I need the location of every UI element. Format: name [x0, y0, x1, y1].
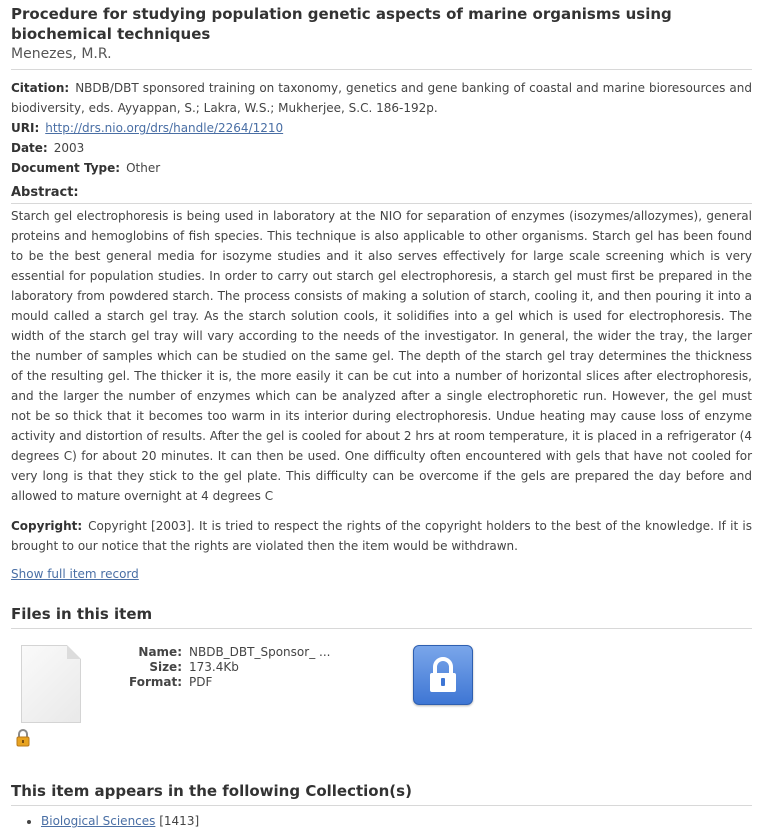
abstract-divider — [11, 203, 752, 204]
files-heading: Files in this item — [11, 605, 153, 623]
copyright-field — [11, 516, 752, 556]
file-metadata — [125, 645, 330, 690]
citation-value: NBDB/DBT sponsored training on taxonomy, genetics and gene banking of coastal and marine bioresources and biodiversity, eds. Ayyappan, S.; Lakra, W.S.; Mukherjee, S.C. 186-192p. — [11, 81, 752, 115]
collection-item — [41, 812, 752, 830]
copyright-label: Copyright: — [11, 519, 83, 533]
file-name-value: NBDB_DBT_Sponsor_ ... — [189, 645, 331, 659]
restricted-access-lock-icon[interactable] — [413, 645, 473, 705]
date-label: Date: — [11, 141, 48, 155]
file-size-label: Size: — [149, 660, 182, 674]
doctype-label: Document Type: — [11, 161, 121, 175]
show-full-record — [11, 564, 752, 584]
collections-list — [11, 812, 752, 830]
citation-field — [11, 78, 752, 118]
collections-divider — [11, 805, 752, 806]
uri-label: URI: — [11, 121, 40, 135]
file-entry — [11, 637, 752, 757]
file-name-label: Name: — [138, 645, 182, 659]
doctype-value: Other — [126, 161, 161, 175]
doctype-field — [11, 158, 752, 178]
date-field — [11, 138, 752, 158]
collection-count: [1413] — [159, 814, 200, 828]
file-format-row — [125, 675, 330, 690]
abstract-text: Starch gel electrophoresis is being used in laboratory at the NIO for separation of enzymes (isozymes/allozymes), general proteins and hemoglobins of fish species. This technique is also applicable to other organisms. Starch gel has been found to be the best general media for isozyme studies and it also serves effectively for large scale screening which is very essential for population studies. In order to carry out starch gel electrophoresis, a starch gel must first be prepared in the laboratory from powdered starch. The process consists of making a solution of starch, cooling it, and then pouring it into a mould called a starch gel tray. As the starch solution cools, it solidifies into a gel which is used for electrophoresis. The width of the starch gel tray will vary according to the needs of the investigator. In general, the wider the tray, the larger the number of samples which can be studied on the same gel. The depth of the starch gel tray determines the thickness of the resulting gel. The thicker it is, the more easily it can be cut into a number of horizontal slices after electrophoresis, and the larger the number of enzymes which can be analyzed after a single electrophoretic run. However, the gel must not be so thick that it becomes too warm in its interior during electrophoresis. Undue heating may cause loss of enzyme activity and distortion of results. After the gel is cooled for about 2 hrs at room temperature, it is placed in a refrigerator (4 degrees C) for about 20 minutes. It can then be used. One difficulty often encountered with gels that have not cooled for very long is that they stick to the gel plate. This difficulty can be overcome if the gels are prepared the day before and allowed to mature overnight at 4 degrees C — [11, 209, 752, 503]
page-title: Procedure for studying population genetic aspects of marine organisms using biochemical techniques — [11, 5, 672, 43]
document-thumbnail-icon[interactable] — [21, 645, 81, 723]
page-fold — [67, 645, 81, 659]
copyright-value: Copyright [2003]. It is tried to respect the rights of the copyright holders to the best of the knowledge. If it is brought to our notice that the rights are violated then the item would be withdrawn. — [11, 519, 752, 553]
files-divider — [11, 628, 752, 629]
abstract-label: Abstract: — [11, 185, 79, 200]
file-name-row — [125, 645, 330, 660]
show-full-record-link[interactable]: Show full item record — [11, 567, 139, 581]
file-format-value: PDF — [189, 675, 213, 689]
collection-link[interactable]: Biological Sciences — [41, 814, 156, 828]
uri-field — [11, 118, 752, 138]
collections-heading: This item appears in the following Collection(s) — [11, 782, 412, 800]
citation-label: Citation: — [11, 81, 70, 95]
file-format-label: Format: — [128, 675, 182, 689]
date-value: 2003 — [53, 141, 85, 155]
lock-glyph-icon — [414, 646, 472, 704]
file-size-value: 173.4Kb — [189, 660, 239, 674]
divider — [11, 69, 752, 70]
padlock-icon — [15, 729, 31, 747]
item-page — [11, 4, 752, 830]
uri-link[interactable]: http://drs.nio.org/drs/handle/2264/1210 — [45, 121, 284, 135]
item-author: Menezes, M.R. — [11, 46, 112, 62]
file-size-row — [125, 660, 330, 675]
